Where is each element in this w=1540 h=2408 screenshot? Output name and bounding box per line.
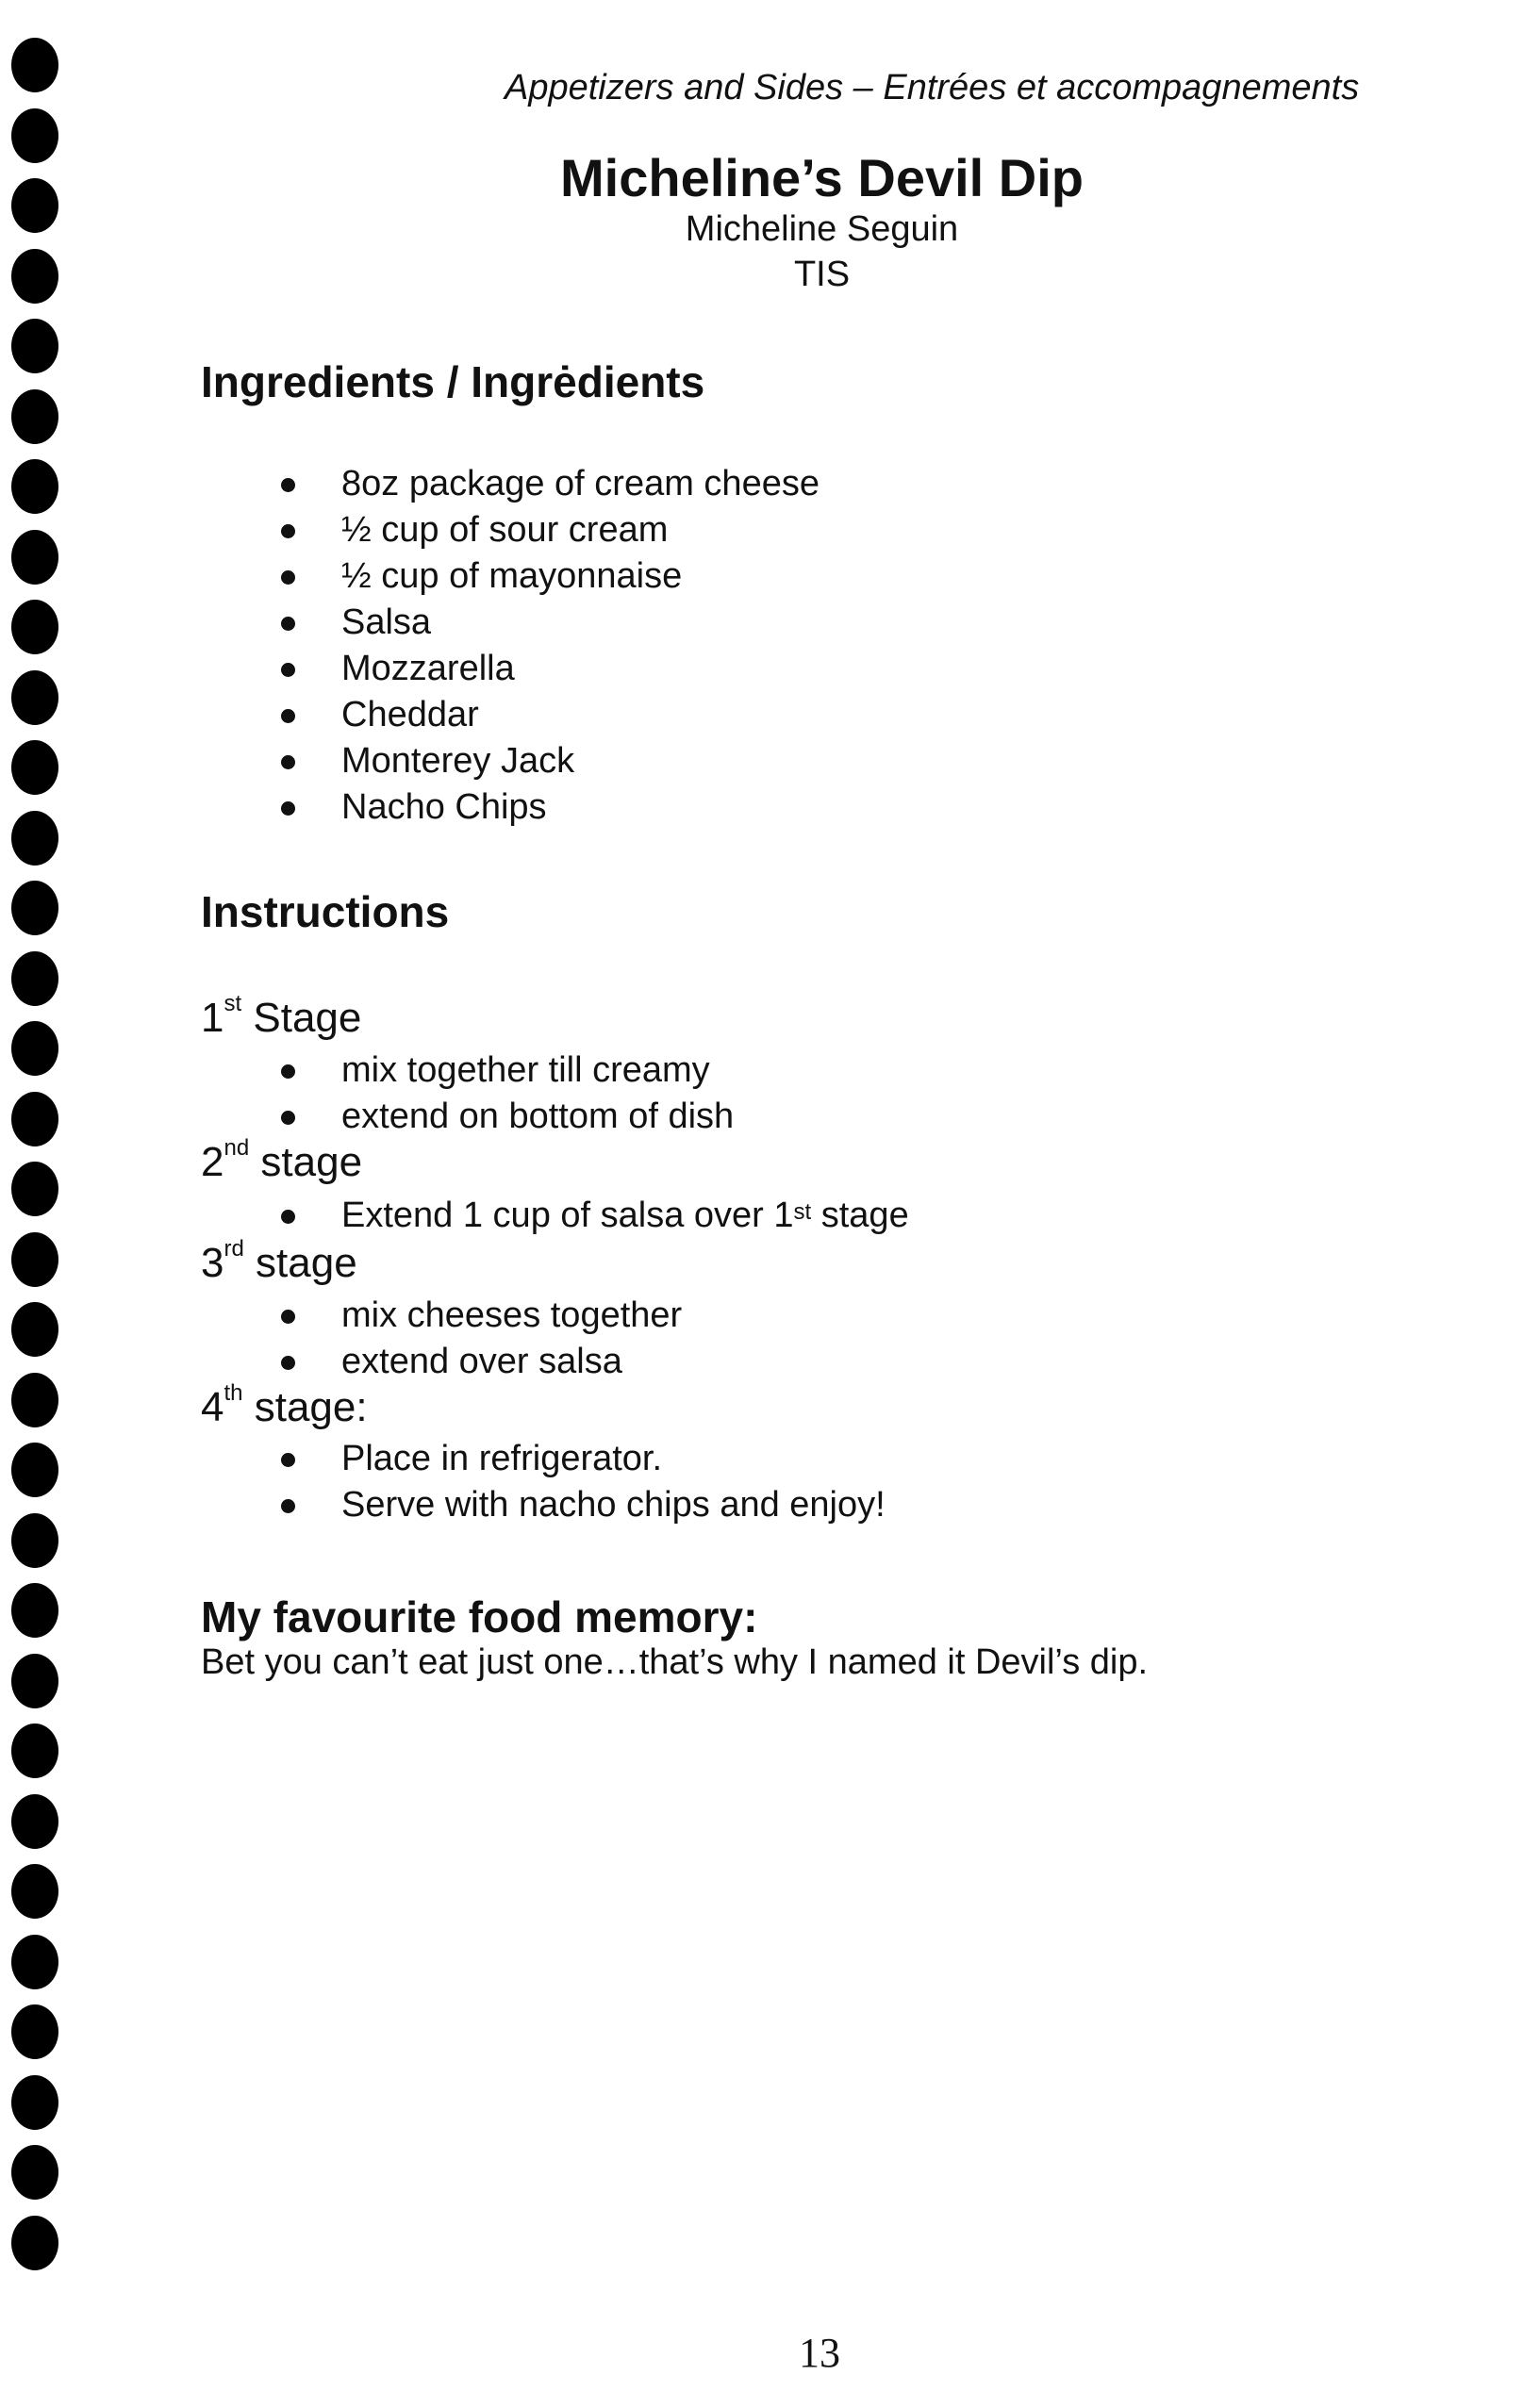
bullet-icon: [281, 709, 295, 723]
bullet-icon: [281, 663, 295, 677]
memory-heading: My favourite food memory:: [201, 1592, 758, 1641]
stage-1-steps: [277, 1047, 734, 1140]
bullet-icon: [281, 478, 295, 492]
bullet-icon: [281, 801, 295, 816]
bullet-icon: [281, 1356, 295, 1370]
list-item: Mozzarella: [277, 646, 820, 692]
list-item: extend on bottom of dish: [277, 1094, 734, 1140]
recipe-department: TIS: [793, 255, 851, 294]
list-item: mix cheeses together: [277, 1293, 682, 1339]
bullet-icon: [281, 1453, 295, 1467]
page-number: 13: [799, 2330, 840, 2376]
list-item: Place in refrigerator.: [277, 1436, 886, 1482]
memory-text: Bet you can’t eat just one…that’s why I named it Devil’s dip.: [201, 1642, 1149, 1682]
section-header: Appetizers and Sides – Entrées et accompagnements: [505, 68, 1360, 107]
recipe-author: Micheline Seguin: [685, 209, 959, 249]
bullet-icon: [281, 570, 295, 585]
ingredients-list: [277, 461, 820, 831]
stage-3-heading: 3rd stage: [201, 1236, 357, 1286]
list-item: extend over salsa: [277, 1339, 682, 1385]
list-item: Extend 1 cup of salsa over 1st stage: [277, 1193, 909, 1239]
bullet-icon: [281, 1064, 295, 1079]
list-item: ½ cup of mayonnaise: [277, 553, 820, 600]
stage-2-heading: 2nd stage: [201, 1135, 363, 1185]
ingredients-heading: Ingredients / Ingrėdients: [201, 357, 705, 406]
list-item: Salsa: [277, 600, 820, 646]
bullet-icon: [281, 1310, 295, 1324]
bullet-icon: [281, 1111, 295, 1125]
instructions-heading: Instructions: [201, 887, 450, 936]
stage-3-steps: [277, 1293, 682, 1385]
stage-2-steps: [277, 1193, 909, 1239]
recipe-title: Micheline’s Devil Dip: [560, 148, 1084, 207]
stage-4-heading: 4th stage:: [201, 1380, 368, 1430]
bullet-icon: [281, 1499, 295, 1513]
bullet-icon: [281, 1210, 295, 1224]
list-item: Cheddar: [277, 692, 820, 738]
list-item: Serve with nacho chips and enjoy!: [277, 1482, 886, 1528]
list-item: ½ cup of sour cream: [277, 507, 820, 553]
list-item: Monterey Jack: [277, 738, 820, 784]
stage-4-steps: [277, 1436, 886, 1528]
list-item: 8oz package of cream cheese: [277, 461, 820, 507]
stage-1-heading: 1st Stage: [201, 991, 362, 1041]
bullet-icon: [281, 617, 295, 631]
bullet-icon: [281, 524, 295, 538]
list-item: Nacho Chips: [277, 784, 820, 831]
bullet-icon: [281, 755, 295, 769]
list-item: mix together till creamy: [277, 1047, 734, 1094]
